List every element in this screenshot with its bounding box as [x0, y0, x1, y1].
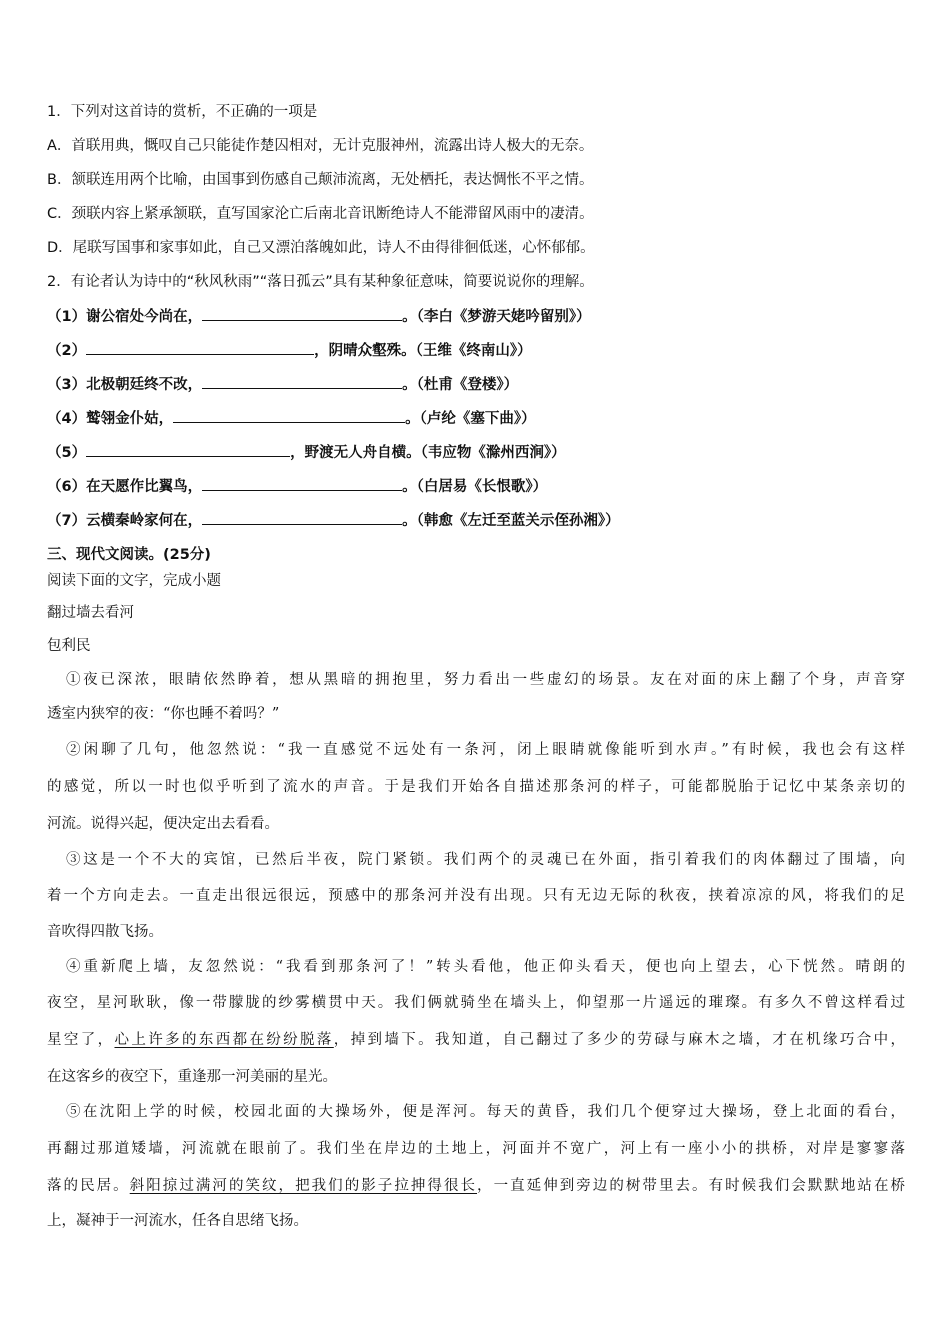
item-source: （杜甫《登楼》）	[416, 377, 519, 393]
item-prompt: 谢公宿处今尚在，	[86, 309, 203, 325]
item-number: （6）	[47, 479, 87, 495]
text-segment: 着一个方向走去。一直走出很远很远，预感中的那条河并没有出现。只有无边无际的秋夜，挟着凉凉的风，将我们的足	[47, 888, 905, 904]
paragraph-2-line	[66, 740, 905, 760]
underlined-sentence: 心上许多的东西都在纷纷脱落	[114, 1032, 334, 1048]
option-d: D．尾联写国事和家事如此，自己又漂泊落魄如此，诗人不由得徘徊低迷，心怀郁郁。	[47, 240, 595, 256]
item-prompt-end: ，阴晴众壑殊。	[314, 343, 416, 359]
text-segment: 再翻过那道矮墙，河流就在眼前了。我们坐在岸边的土地上，河面并不宽广，河上有一座小小的拱桥，对岸是寥寥落	[47, 1141, 905, 1157]
answer-blank[interactable]	[86, 442, 290, 457]
item-source: （李白《梦游天姥吟留别》）	[416, 309, 591, 325]
answer-blank[interactable]	[202, 374, 402, 389]
answer-blank[interactable]	[173, 408, 405, 423]
text-segment: 透室内狭窄的夜：“你也睡不着吗？”	[47, 706, 280, 722]
option-b: B．颔联连用两个比喻，由国事到伤感自己颠沛流离，无处栖托，表达惆怅不平之情。	[47, 172, 594, 188]
text-segment: ②闲聊了几句，他忽然说：“我一直感觉不远处有一条河，闭上眼睛就像能听到水声。”有时候，我也会有这样	[66, 742, 905, 758]
answer-blank[interactable]	[86, 340, 314, 355]
fill-item	[47, 476, 547, 497]
question-1: 1．下列对这首诗的赏析，不正确的一项是	[47, 104, 318, 120]
fill-item	[47, 510, 620, 531]
item-prompt-end: 。	[402, 377, 417, 393]
item-number: （1）	[47, 309, 87, 325]
paragraph-5-line	[47, 1139, 905, 1159]
paragraph-3-line	[66, 850, 905, 870]
item-number: （7）	[47, 513, 87, 529]
text-segment: 落的民居。	[47, 1178, 130, 1194]
item-source: （白居易《长恨歌》）	[416, 479, 548, 495]
answer-blank[interactable]	[202, 476, 402, 491]
text-segment: ①夜已深浓，眼睛依然睁着，想从黑暗的拥抱里，努力看出一些虚幻的场景。友在对面的床上翻了个身，声音穿	[66, 672, 905, 688]
item-prompt: 鹫翎金仆姑，	[86, 411, 174, 427]
item-prompt: 在天愿作比翼鸟，	[86, 479, 203, 495]
item-source: （卢纶《塞下曲》）	[419, 411, 536, 427]
text-segment: ④重新爬上墙，友忽然说：“我看到那条河了！”转头看他，他正仰头看天，便也向上望去，心下恍然。晴朗的	[66, 959, 905, 975]
answer-blank[interactable]	[202, 306, 402, 321]
text-segment: ，一直延伸到旁边的树带里去。有时候我们会默默地站在桥	[477, 1178, 906, 1194]
section-instruction: 阅读下面的文字，完成小题	[47, 573, 221, 589]
text-segment: ③这是一个不大的宾馆，已然后半夜，院门紧锁。我们两个的灵魂已在外面，指引着我们的肉体翻过了围墙，向	[66, 852, 905, 868]
paragraph-5-line	[47, 1176, 905, 1196]
article-author: 包利民	[47, 638, 91, 654]
paragraph-1-line	[66, 670, 905, 690]
paragraph-1-line	[47, 704, 905, 724]
answer-blank[interactable]	[202, 510, 402, 525]
item-number: （3）	[47, 377, 87, 393]
text-segment: 音吹得四散飞扬。	[47, 924, 163, 940]
fill-item	[47, 408, 536, 429]
item-prompt: 云横秦岭家何在，	[86, 513, 203, 529]
item-prompt-end: 。	[405, 411, 420, 427]
option-a: A．首联用典，慨叹自己只能徒作楚囚相对，无计克服神州，流露出诗人极大的无奈。	[47, 138, 594, 154]
text-segment: ⑤在沈阳上学的时候，校园北面的大操场外，便是浑河。每天的黄昏，我们几个便穿过大操场，登上北面的看台，	[66, 1104, 905, 1120]
item-source: （韩愈《左迁至蓝关示侄孙湘》）	[416, 513, 620, 529]
article-title: 翻过墙去看河	[47, 605, 134, 621]
fill-item	[47, 442, 566, 463]
paragraph-4-line	[47, 993, 905, 1013]
text-segment: 夜空，星河耿耿，像一带朦胧的纱雾横贯中天。我们俩就骑坐在墙头上，仰望那一片遥远的璀璨。有多久不曾这样看过	[47, 995, 905, 1011]
paragraph-3-line	[47, 922, 905, 942]
text-segment: 上，凝神于一河流水，任各自思绪飞扬。	[47, 1213, 308, 1229]
item-prompt-end: 。	[402, 513, 417, 529]
paragraph-2-line	[47, 777, 905, 797]
item-source: （王维《终南山》）	[415, 343, 532, 359]
paragraph-3-line	[47, 886, 905, 906]
item-prompt-end: ，野渡无人舟自横。	[290, 445, 421, 461]
paragraph-5-line	[47, 1211, 905, 1231]
paragraph-4-line	[47, 1030, 905, 1050]
paragraph-4-line	[66, 957, 905, 977]
item-prompt-end: 。	[402, 309, 417, 325]
paragraph-2-line	[47, 814, 905, 834]
paragraph-4-line	[47, 1067, 905, 1087]
fill-item	[47, 340, 532, 361]
item-prompt: 北极朝廷终不改，	[86, 377, 203, 393]
text-segment: 的感觉，所以一时也似乎听到了流水的声音。于是我们开始各自描述那条河的样子，可能都脱胎于记忆中某条亲切的	[47, 779, 905, 795]
question-2: 2．有论者认为诗中的“秋风秋雨”“落日孤云”具有某种象征意味，简要说说你的理解。	[47, 274, 594, 290]
text-segment: 河流。说得兴起，便决定出去看看。	[47, 816, 279, 832]
text-segment: 星空了，	[47, 1032, 115, 1048]
text-segment: 在这客乡的夜空下，重逢那一河美丽的星光。	[47, 1069, 337, 1085]
item-number: （5）	[47, 445, 87, 461]
item-source: （韦应物《滁州西涧》）	[420, 445, 566, 461]
paragraph-5-line	[66, 1102, 905, 1122]
fill-item	[47, 374, 518, 395]
item-number: （2）	[47, 343, 87, 359]
section-heading: 三、现代文阅读。(25分)	[47, 547, 211, 563]
option-c: C．颈联内容上紧承颔联，直写国家沦亡后南北音讯断绝诗人不能滞留风雨中的凄清。	[47, 206, 594, 222]
fill-item	[47, 306, 591, 327]
underlined-sentence: 斜阳掠过满河的笑纹，把我们的影子拉抻得很长	[129, 1178, 478, 1194]
item-number: （4）	[47, 411, 87, 427]
text-segment: ，掉到墙下。我知道，自己翻过了多少的劳碌与麻木之墙，才在机缘巧合中，	[333, 1032, 906, 1048]
item-prompt-end: 。	[402, 479, 417, 495]
